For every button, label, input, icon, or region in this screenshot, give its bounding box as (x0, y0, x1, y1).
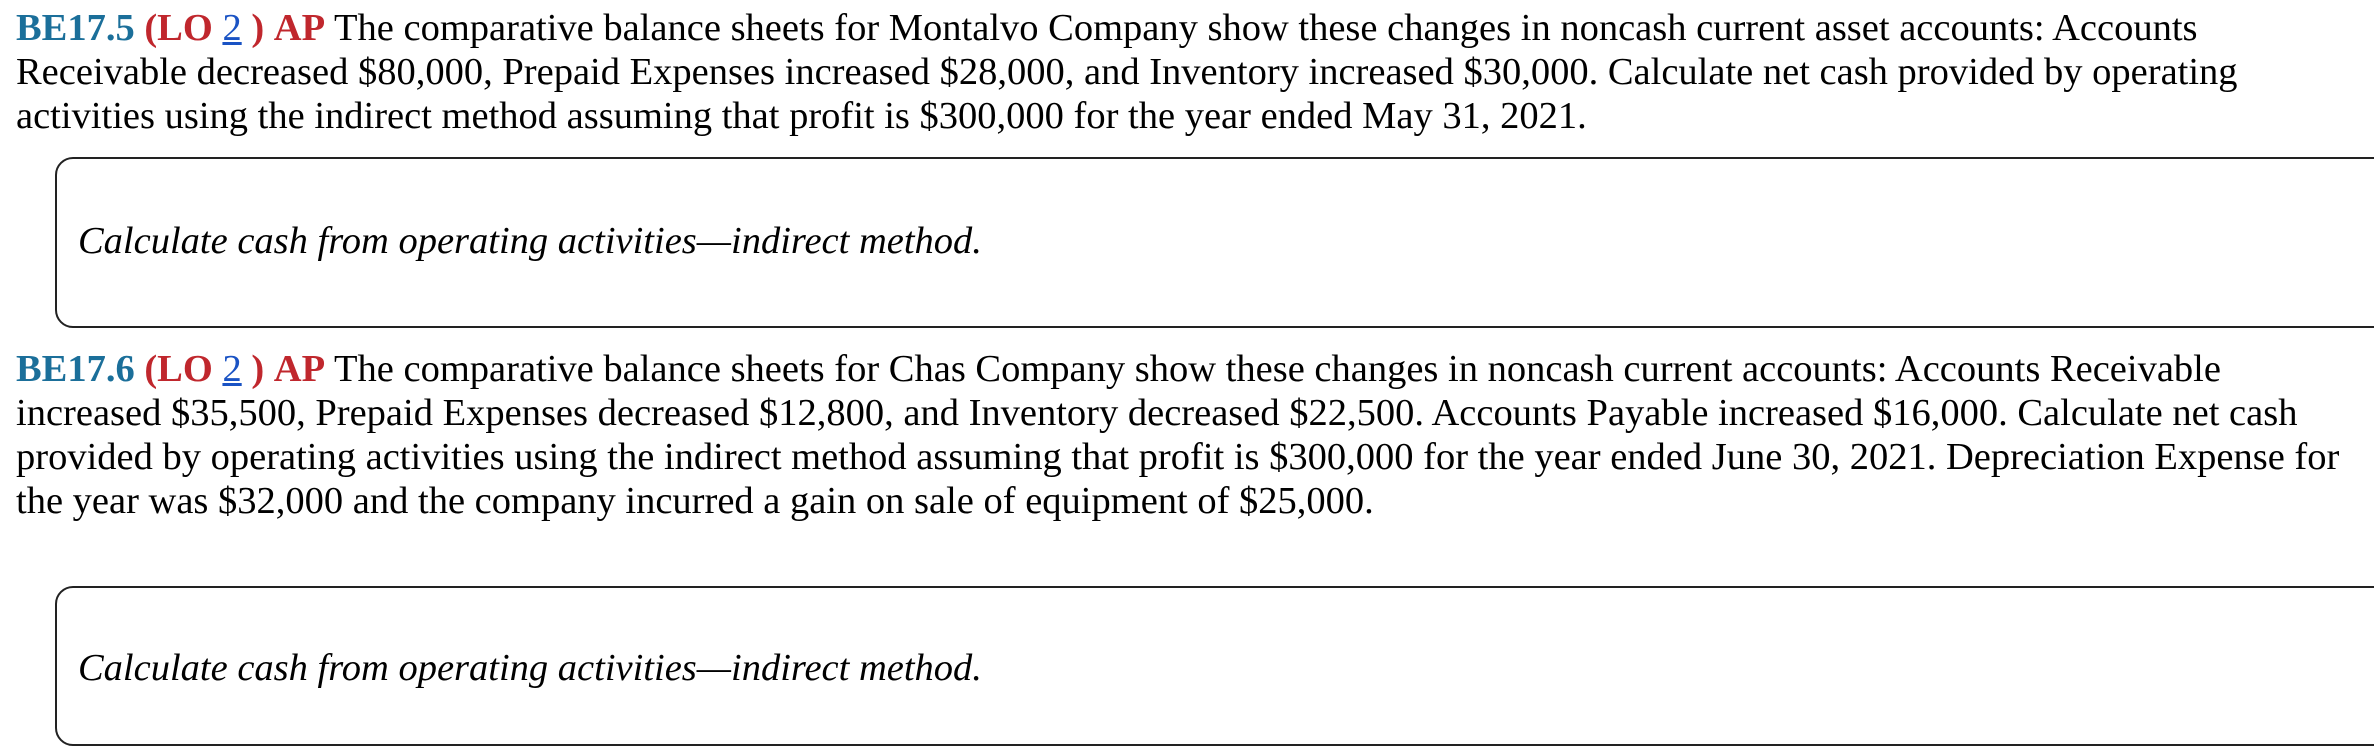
lo-close: ) (241, 348, 265, 390)
problem-be17-6 (16, 347, 2366, 523)
ap-tag: AP (273, 7, 326, 49)
ap-tag: AP (273, 348, 326, 390)
lo-open: (LO (144, 348, 223, 390)
learning-objective-tag (144, 7, 264, 49)
learning-objective-tag (144, 348, 264, 390)
lo-close: ) (241, 7, 265, 49)
lo-open: (LO (144, 7, 223, 49)
answer-prompt: Calculate cash from operating activities—indirect method. (78, 647, 982, 689)
lo-link[interactable]: 2 (222, 348, 242, 390)
lo-link[interactable]: 2 (222, 7, 242, 49)
problem-text: The comparative balance sheets for Montalvo Company show these changes in noncash current asset accounts: Accounts Receivable decreased $80,000, Prepaid Expenses increased $28,000, and Inventory increased $30,000. Calculate net cash provided by operating activities using the indirect method assuming that profit is $300,000 for the year ended May 31, 2021. (16, 7, 2238, 137)
answer-prompt: Calculate cash from operating activities—indirect method. (78, 220, 982, 262)
problem-number: BE17.5 (16, 7, 135, 49)
answer-box[interactable] (55, 586, 2374, 746)
problem-text: The comparative balance sheets for Chas Company show these changes in noncash current accounts: Accounts Receivable increased $35,500, Prepaid Expenses decreased $12,800, and Inventory decreased $22,500. Accounts Payable increased $16,000. Calculate net cash provided by operating activities using the indirect method assuming that profit is $300,000 for the year ended June 30, 2021. Depreciation Expense for the year was $32,000 and the company incurred a gain on sale of equipment of $25,000. (16, 348, 2340, 522)
answer-box[interactable] (55, 157, 2374, 328)
problem-number: BE17.6 (16, 348, 135, 390)
problem-be17-5 (16, 6, 2366, 138)
